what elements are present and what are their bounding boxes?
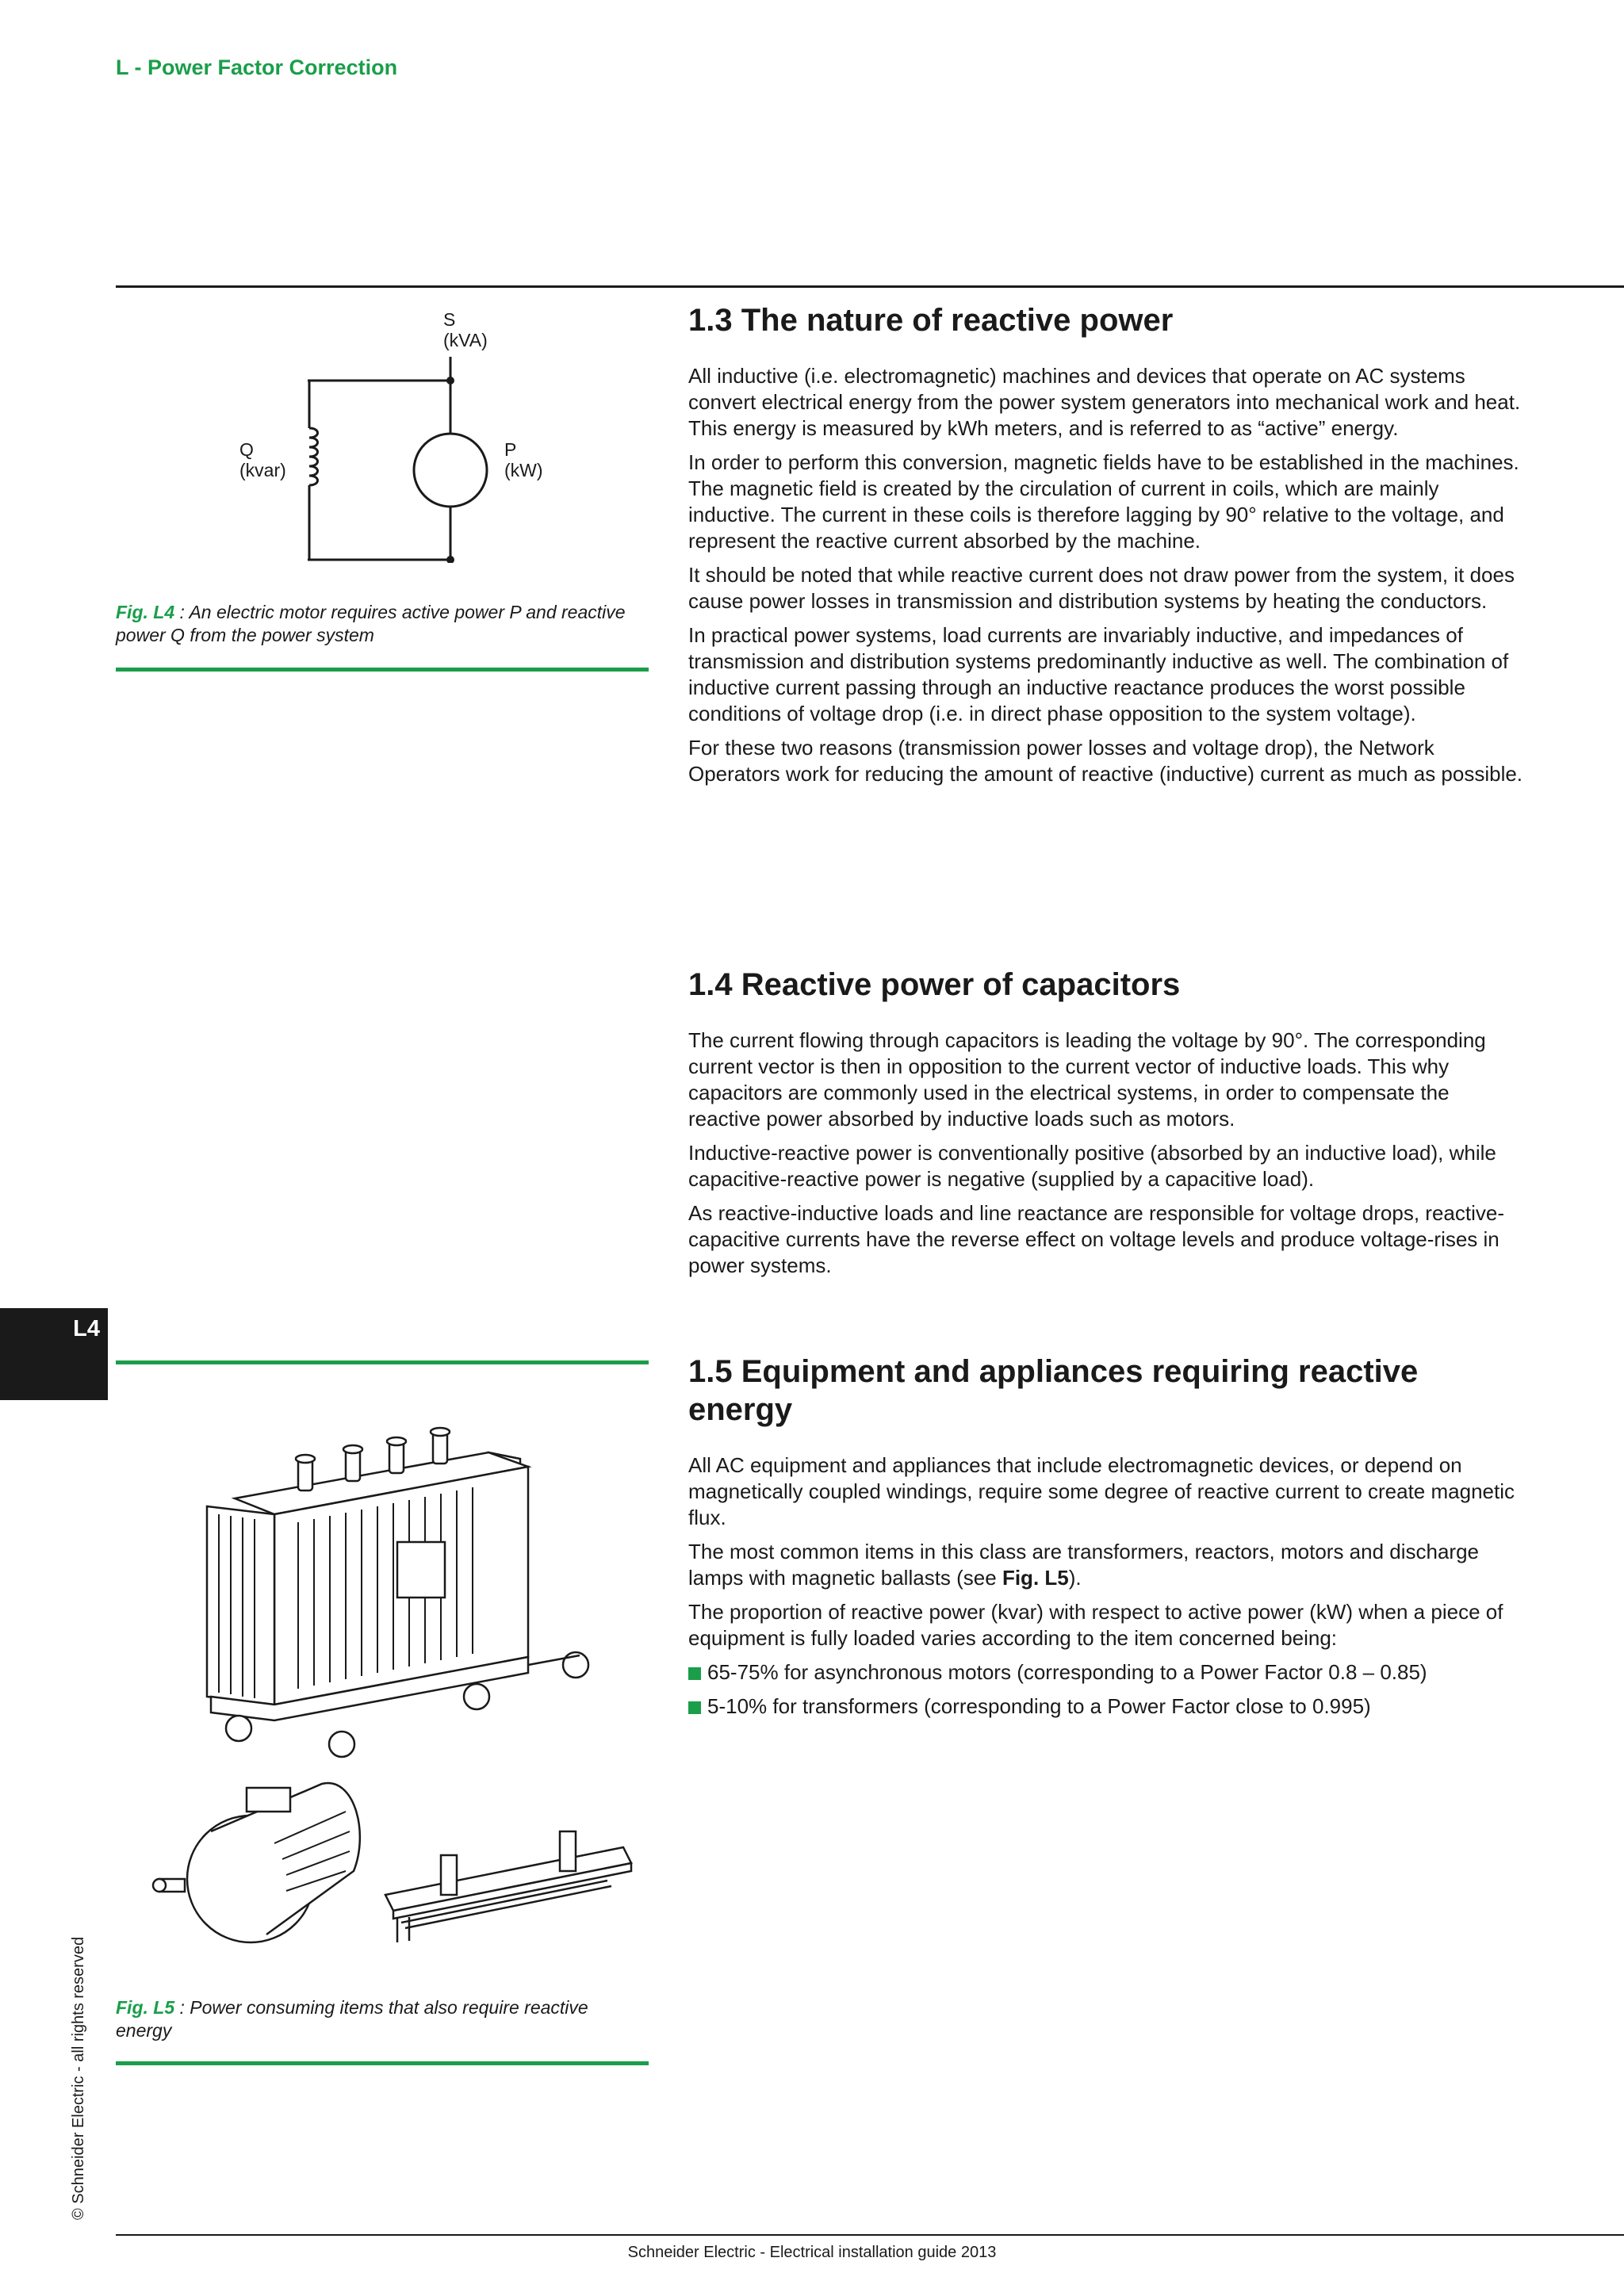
section-title: 1.4 Reactive power of capacitors [688, 967, 1181, 1002]
fig-l5-bottom-rule [116, 2061, 649, 2065]
fig-l4-caption [116, 601, 649, 647]
copyright-notice: © Schneider Electric - all rights reserved [70, 1936, 87, 2220]
fig-l5-top-rule [116, 1360, 649, 1364]
motor-icon [153, 1783, 360, 1942]
label-s: S (kVA) [443, 309, 488, 350]
paragraph: It should be noted that while reactive current does not draw power from the system, it does cause power losses in transmission and distribution systems by heating the conductors. [688, 563, 1515, 613]
circuit-diagram [116, 301, 649, 563]
page-number: L4 [73, 1316, 100, 1341]
list-item: 65-75% for asynchronous motors (corresponding to a Power Factor 0.8 – 0.85) [688, 1659, 1526, 1686]
paragraph: The most common items in this class are transformers, reactors, motors and discharge lamps with magnetic ballasts (see Fig. L5). [688, 1540, 1480, 1590]
paragraph: The proportion of reactive power (kvar) with respect to active power (kW) when a piece of equipment is fully loaded varies according to the item concerned being: [688, 1600, 1503, 1650]
paragraph: All AC equipment and appliances that include electromagnetic devices, or depend on magnetically coupled windings, require some degree of reactive current to create magnetic flux. [688, 1453, 1515, 1529]
section-title: 1.3 The nature of reactive power [688, 303, 1174, 338]
bullet-square-icon [688, 1701, 701, 1714]
page-footer: Schneider Electric - Electrical installation guide 2013 [627, 2244, 997, 2261]
fig-l4-ref: Fig. L4 [116, 602, 175, 622]
section-title: 1.5 Equipment and appliances requiring reactive energy [688, 1354, 1419, 1427]
section-1-5 [688, 1353, 1526, 1728]
fig-l4-diagram [116, 301, 649, 563]
ballast-icon [385, 1831, 631, 1942]
fig-l4-rule [116, 668, 649, 672]
label-p: P (kW) [504, 439, 543, 480]
bottom-node [446, 556, 454, 563]
equipment-illustration [116, 1403, 649, 1974]
paragraph: The current flowing through capacitors is leading the voltage by 90°. The corresponding current vector is then in opposition to the current vector of inductive loads. This why capacitors are commonly used in the electrical systems, in order to compensate the reactive power absorbed by inductive loads such as motors. [688, 1028, 1486, 1131]
section-1-4 [688, 966, 1526, 1287]
paragraph: Inductive-reactive power is conventionally positive (absorbed by an inductive load), while capacitive-reactive power is negative (supplied by a capacitive load). [688, 1141, 1496, 1191]
section-1-3 [688, 301, 1526, 795]
bullet-square-icon [688, 1667, 701, 1680]
paragraph: All inductive (i.e. electromagnetic) machines and devices that operate on AC systems convert electrical energy from the power system generators into mechanical work and heat. This energy is measured by kWh meters, and is referred to as “active” energy. [688, 364, 1521, 440]
fig-l5-caption-block [116, 1996, 649, 2042]
fig-l5-caption [116, 1996, 649, 2042]
list-item: 5-10% for transformers (corresponding to a Power Factor close to 0.995) [688, 1693, 1526, 1720]
fig-l5-ref: Fig. L5 [116, 1997, 175, 2018]
transformer-icon [207, 1428, 588, 1757]
bottom-rule [116, 2234, 1624, 2236]
fig-l4-caption-block [116, 601, 649, 647]
top-node [446, 377, 454, 385]
chapter-header: L - Power Factor Correction [116, 55, 398, 79]
paragraph: For these two reasons (transmission power losses and voltage drop), the Network Operators work for reducing the amount of reactive (inductive) current as much as possible. [688, 736, 1523, 786]
label-q: Q (kvar) [239, 439, 286, 480]
fig-l5-text: : Power consuming items that also require reactive energy [116, 1997, 588, 2041]
paragraph: As reactive-inductive loads and line reactance are responsible for voltage drops, reactive-capacitive currents have the reverse effect on voltage levels and produce voltage-rises in power systems. [688, 1201, 1504, 1277]
paragraph: In practical power systems, load currents are invariably inductive, and impedances of transmission and distribution systems predominantly inductive as well. The combination of inductive current passing through an inductive reactance produces the worst possible conditions of voltage drop (i.e. in direct phase opposition to the system voltage). [688, 623, 1509, 725]
fig-l5-illustration [116, 1403, 649, 1974]
fig-l5-link[interactable]: Fig. L5 [1002, 1566, 1069, 1590]
fig-l4-text: : An electric motor requires active power P and reactive power Q from the power system [116, 602, 626, 645]
page-tab [0, 1308, 108, 1400]
paragraph: In order to perform this conversion, magnetic fields have to be established in the machines. The magnetic field is created by the circulation of current in coils, which are mainly inductive. The current in these coils is therefore lagging by 90° relative to the voltage, and represent the reactive current absorbed by the machine. [688, 450, 1519, 553]
top-rule [116, 285, 1624, 288]
